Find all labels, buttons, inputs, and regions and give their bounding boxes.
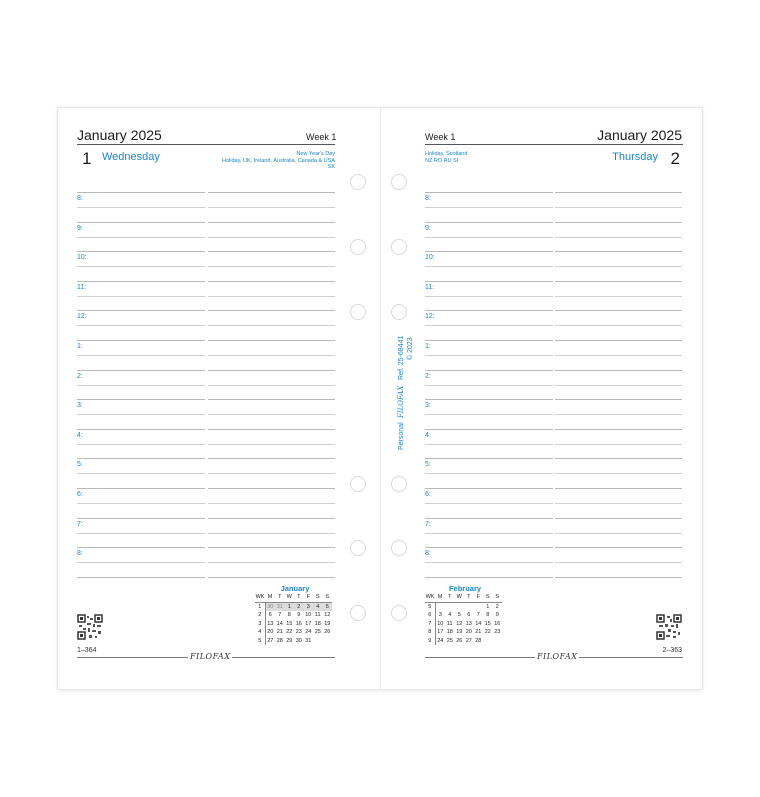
half-hour-line [555, 562, 682, 563]
half-hour-line [555, 266, 682, 267]
hour-line [425, 577, 553, 578]
calendar-day: 28 [475, 637, 482, 644]
header-rule [77, 144, 335, 145]
week-number: 6 [425, 611, 435, 620]
hour-line [77, 399, 205, 400]
calendar-day: 8 [287, 612, 291, 619]
half-hour-line [555, 325, 682, 326]
calendar-day: 7 [476, 612, 480, 619]
calendar-day: 17 [437, 629, 444, 636]
calendar-day [464, 602, 474, 611]
hour-line [208, 310, 335, 311]
month-title: January 2025 [597, 127, 682, 143]
hour-line [77, 518, 205, 519]
hour-label: 11: [425, 283, 435, 291]
hour-line [208, 547, 335, 548]
half-hour-line [208, 473, 335, 474]
calendar-header: WK [255, 594, 265, 601]
hour-line [425, 281, 553, 282]
half-hour-line [77, 444, 205, 445]
week-label: Week 1 [425, 132, 456, 142]
half-hour-line [77, 207, 205, 208]
week-number: 7 [425, 620, 435, 629]
half-hour-line [555, 473, 682, 474]
hour-label: 9: [77, 224, 83, 232]
calendar-day: 21 [475, 629, 482, 636]
hour-line [555, 222, 682, 223]
binder-hole [350, 605, 366, 621]
hour-label: 2: [77, 372, 83, 380]
hour-line [208, 429, 335, 430]
week-number: 5 [425, 602, 435, 611]
hour-line [77, 222, 205, 223]
holiday-line: Holiday, UK, Ireland, Australia, Canada & USA [221, 157, 335, 164]
hour-label: 10: [425, 254, 435, 262]
hour-line [77, 458, 205, 459]
half-hour-line [425, 444, 553, 445]
binder-hole [391, 174, 407, 190]
half-hour-line [208, 503, 335, 504]
half-hour-line [425, 355, 553, 356]
hour-label: 11: [77, 283, 87, 291]
calendar-header: S [493, 593, 503, 602]
filofax-logo: FILOFAX [190, 652, 231, 661]
qr-code-icon [656, 614, 682, 640]
mini-calendar-title: January [280, 584, 310, 593]
calendar-day: 26 [456, 637, 463, 644]
calendar-header: F [304, 593, 314, 602]
half-hour-line [77, 473, 205, 474]
hour-line [555, 251, 682, 252]
holiday-note [425, 151, 467, 164]
half-hour-line [208, 533, 335, 534]
half-hour-line [208, 207, 335, 208]
calendar-day: 19 [456, 629, 463, 636]
calendar-header: M [435, 593, 445, 602]
half-hour-line [77, 266, 205, 267]
calendar-day: 1 [486, 603, 490, 610]
hour-label: 9: [425, 224, 431, 232]
calendar-day: 29 [286, 637, 293, 644]
qr-code-icon [77, 614, 103, 640]
binder-hole [350, 239, 366, 255]
hour-label: 8: [77, 550, 83, 558]
calendar-day: 26 [324, 629, 331, 636]
hour-line [208, 458, 335, 459]
calendar-day: 22 [286, 629, 293, 636]
calendar-day: 15 [484, 620, 491, 627]
calendar-week-row [425, 620, 502, 629]
calendar-header: S [323, 593, 333, 602]
calendar-day: 5 [457, 612, 461, 619]
calendar-day: 27 [465, 637, 472, 644]
calendar-header: W [285, 593, 295, 602]
hour-line [425, 310, 553, 311]
hour-label: 7: [77, 520, 83, 528]
holiday-line: Holiday, Scotland [425, 151, 468, 157]
calendar-day: 25 [314, 629, 321, 636]
calendar-day: 4 [313, 602, 323, 611]
hour-line [425, 547, 553, 548]
hour-label: 6: [77, 491, 83, 498]
holiday-note [222, 151, 335, 171]
calendar-day [493, 637, 503, 646]
half-hour-line [77, 355, 205, 356]
hour-label: 3: [77, 402, 83, 410]
hour-line [77, 488, 205, 489]
half-hour-line [425, 385, 553, 386]
hour-line [77, 429, 205, 430]
calendar-day: 2 [495, 603, 499, 610]
calendar-day: 12 [456, 620, 463, 627]
day-name: Wednesday [102, 151, 160, 163]
binder-hole [391, 476, 407, 492]
hour-line [208, 251, 335, 252]
reference-number: Ref. 25-68441 [398, 335, 405, 380]
calendar-day: 20 [465, 629, 472, 636]
calendar-day: 10 [437, 620, 444, 627]
half-hour-line [77, 296, 205, 297]
hour-label: 7: [425, 520, 431, 528]
reference-text [340, 330, 414, 460]
calendar-day [483, 637, 493, 646]
half-hour-line [77, 325, 205, 326]
calendar-day [323, 637, 333, 646]
calendar-header: S [483, 593, 493, 602]
calendar-day: 30 [295, 637, 302, 644]
half-hour-line [425, 237, 553, 238]
calendar-header: F [474, 593, 484, 602]
hour-line [77, 192, 205, 193]
reference-copyright: © 2023 [407, 337, 414, 360]
calendar-week-row [425, 602, 502, 611]
calendar-day [435, 602, 445, 611]
calendar-day: 22 [484, 629, 491, 636]
hour-line [77, 340, 205, 341]
calendar-header: T [294, 593, 304, 602]
calendar-day: 20 [267, 629, 274, 636]
hour-line [77, 281, 205, 282]
hour-line [425, 429, 553, 430]
calendar-header: T [464, 593, 474, 602]
half-hour-line [208, 444, 335, 445]
hour-line [555, 192, 682, 193]
calendar-day: 27 [267, 637, 274, 644]
binder-hole [391, 605, 407, 621]
calendar-week-row [255, 637, 332, 646]
hour-label: 8: [425, 195, 431, 202]
week-number: 8 [425, 628, 435, 637]
hour-line [555, 370, 682, 371]
half-hour-line [555, 237, 682, 238]
calendar-day: 6 [467, 612, 471, 619]
calendar-header: S [313, 593, 323, 602]
calendar-day: 2 [294, 602, 304, 611]
calendar-day [474, 602, 484, 611]
page-number: 1–364 [77, 647, 97, 654]
holiday-line: SK [327, 164, 335, 170]
half-hour-line [555, 503, 682, 504]
half-hour-line [555, 207, 682, 208]
calendar-week-row [255, 620, 332, 629]
hour-line [425, 340, 553, 341]
calendar-week-row [255, 611, 332, 620]
hour-line [77, 577, 205, 578]
calendar-day: 9 [495, 612, 499, 619]
half-hour-line [77, 414, 205, 415]
calendar-day: 12 [324, 612, 331, 619]
holiday-line: New Year's Day [296, 151, 335, 157]
half-hour-line [425, 266, 553, 267]
half-hour-line [208, 562, 335, 563]
calendar-day: 21 [276, 629, 283, 636]
calendar-day: 24 [437, 637, 444, 644]
half-hour-line [208, 266, 335, 267]
calendar-week-row [425, 637, 502, 646]
calendar-week-row [425, 611, 502, 620]
mini-calendar [255, 593, 332, 645]
hour-line [555, 340, 682, 341]
reference-brand: FILOFAX [397, 385, 405, 418]
calendar-day: 3 [304, 602, 314, 611]
calendar-day: 31 [276, 603, 283, 610]
hour-line [425, 192, 553, 193]
calendar-day: 23 [494, 629, 501, 636]
half-hour-line [77, 503, 205, 504]
reference-svg [340, 330, 414, 460]
calendar-day: 28 [276, 637, 283, 644]
holiday-line: NZ RO RU SI [425, 157, 459, 164]
binder-hole [391, 540, 407, 556]
half-hour-line [208, 325, 335, 326]
hour-line [208, 370, 335, 371]
calendar-day [445, 602, 455, 611]
half-hour-line [425, 473, 553, 474]
half-hour-line [77, 385, 205, 386]
hour-line [77, 310, 205, 311]
hour-line [425, 518, 553, 519]
calendar-day: 3 [438, 612, 442, 619]
half-hour-line [208, 385, 335, 386]
calendar-day [455, 602, 465, 611]
hour-line [555, 488, 682, 489]
week-number: 1 [255, 602, 265, 611]
hour-line [425, 488, 553, 489]
week-number: 3 [255, 620, 265, 629]
week-number: 4 [255, 628, 265, 637]
half-hour-line [425, 325, 553, 326]
week-number: 5 [255, 637, 265, 646]
calendar-day: 9 [297, 612, 301, 619]
calendar-header: T [445, 593, 455, 602]
hour-line [555, 399, 682, 400]
hour-label: 1: [425, 343, 431, 350]
hour-line [555, 429, 682, 430]
day-number: 2 [670, 149, 680, 168]
binder-hole [350, 174, 366, 190]
calendar-week-row [255, 628, 332, 637]
half-hour-line [555, 296, 682, 297]
binder-hole [391, 304, 407, 320]
calendar-day [313, 637, 323, 646]
calendar-header: W [455, 593, 465, 602]
calendar-day: 23 [295, 629, 302, 636]
hour-line [425, 370, 553, 371]
half-hour-line [555, 385, 682, 386]
hour-line [555, 458, 682, 459]
half-hour-line [208, 296, 335, 297]
calendar-day: 10 [305, 612, 312, 619]
half-hour-line [425, 562, 553, 563]
header-rule [425, 144, 683, 145]
day-number: 1 [82, 149, 92, 168]
hour-label: 4: [77, 431, 83, 439]
calendar-day: 13 [465, 620, 472, 627]
half-hour-line [77, 237, 205, 238]
hour-line [77, 370, 205, 371]
calendar-day: 6 [268, 612, 272, 619]
hour-line [425, 399, 553, 400]
half-hour-line [555, 533, 682, 534]
hour-line [555, 577, 682, 578]
hour-line [208, 577, 335, 578]
calendar-day: 25 [446, 637, 453, 644]
calendar-day: 7 [278, 612, 282, 619]
calendar-week-row [255, 602, 332, 611]
calendar-header: WK [425, 594, 435, 601]
calendar-day: 30 [265, 602, 275, 611]
calendar-header-row [255, 593, 332, 602]
week-number: 2 [255, 611, 265, 620]
page-number: 2–363 [662, 647, 682, 654]
hour-line [77, 547, 205, 548]
hour-line [555, 547, 682, 548]
hour-label: 8: [77, 195, 83, 202]
half-hour-line [425, 503, 553, 504]
half-hour-line [208, 237, 335, 238]
half-hour-line [555, 355, 682, 356]
calendar-header: T [275, 593, 285, 602]
half-hour-line [208, 414, 335, 415]
month-title: January 2025 [77, 127, 162, 143]
hour-line [555, 310, 682, 311]
calendar-day: 13 [267, 620, 274, 627]
hour-label: 5: [77, 461, 83, 469]
week-label: Week 1 [306, 132, 337, 142]
day-name: Thursday [612, 151, 658, 163]
half-hour-line [425, 533, 553, 534]
hour-line [208, 518, 335, 519]
hour-line [77, 251, 205, 252]
half-hour-line [425, 207, 553, 208]
calendar-day: 16 [295, 620, 302, 627]
calendar-day: 5 [323, 602, 333, 611]
calendar-day: 8 [486, 612, 490, 619]
hour-label: 12: [77, 313, 87, 321]
hour-line [425, 251, 553, 252]
hour-line [208, 488, 335, 489]
half-hour-line [77, 533, 205, 534]
left-page [58, 108, 380, 689]
hour-line [555, 281, 682, 282]
right-page [380, 108, 702, 689]
hour-line [425, 222, 553, 223]
hour-line [208, 192, 335, 193]
calendar-day: 4 [448, 612, 452, 619]
hour-line [555, 518, 682, 519]
hour-label: 10: [77, 254, 87, 262]
calendar-day: 24 [305, 629, 312, 636]
calendar-day: 11 [314, 612, 321, 619]
half-hour-line [555, 444, 682, 445]
filofax-logo: FILOFAX [537, 652, 578, 661]
calendar-day: 17 [305, 620, 312, 627]
calendar-day: 19 [324, 620, 331, 627]
binder-hole [350, 304, 366, 320]
hour-label: 5: [425, 461, 431, 469]
half-hour-line [77, 562, 205, 563]
calendar-header: M [265, 593, 275, 602]
hour-line [208, 281, 335, 282]
calendar-day: 18 [314, 620, 321, 627]
calendar-day: 16 [494, 620, 501, 627]
binder-hole [350, 540, 366, 556]
hour-label: 3: [425, 402, 431, 410]
calendar-day: 31 [305, 637, 312, 644]
hour-label: 2: [425, 372, 431, 380]
calendar-day: 14 [276, 620, 283, 627]
hour-label: 8: [425, 550, 431, 558]
half-hour-line [425, 296, 553, 297]
calendar-header-row [425, 593, 502, 602]
half-hour-line [425, 414, 553, 415]
hour-line [208, 399, 335, 400]
calendar-day: 18 [446, 629, 453, 636]
calendar-day: 11 [446, 620, 453, 627]
hour-line [208, 222, 335, 223]
calendar-day: 1 [285, 602, 295, 611]
hour-line [208, 340, 335, 341]
week-number: 9 [425, 637, 435, 646]
binder-hole [350, 476, 366, 492]
hour-line [425, 458, 553, 459]
hour-label: 12: [425, 313, 435, 321]
hour-label: 6: [425, 491, 431, 498]
binder-hole [391, 239, 407, 255]
mini-calendar [425, 593, 502, 645]
half-hour-line [555, 414, 682, 415]
half-hour-line [208, 355, 335, 356]
mini-calendar-title: February [448, 584, 482, 593]
calendar-week-row [425, 628, 502, 637]
calendar-day: 15 [286, 620, 293, 627]
hour-label: 1: [77, 343, 83, 350]
hour-label: 4: [425, 431, 431, 439]
reference-personal: Personal [398, 422, 405, 450]
calendar-day: 14 [475, 620, 482, 627]
